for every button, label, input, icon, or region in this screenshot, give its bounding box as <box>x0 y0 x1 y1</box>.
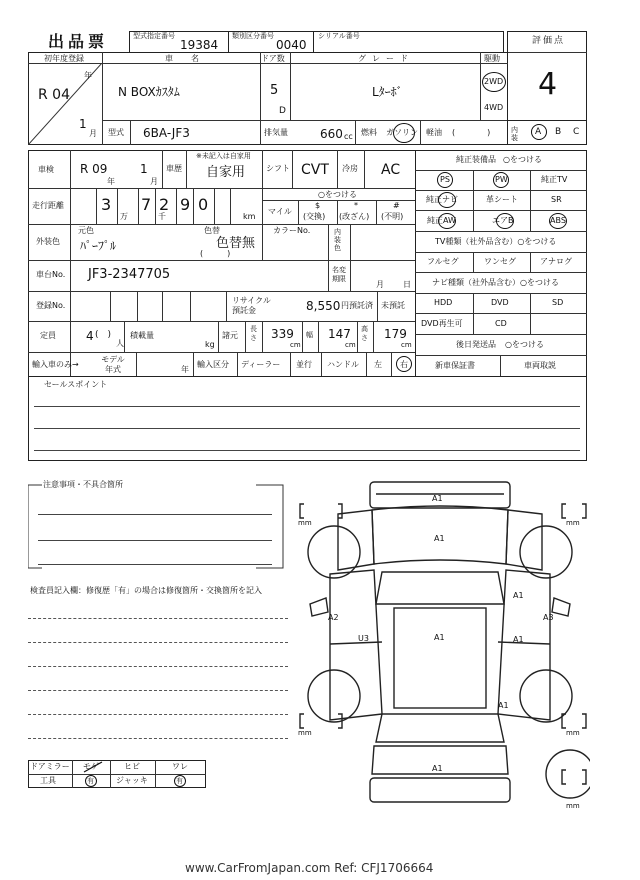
fuel-label: 燃料 <box>361 128 377 137</box>
equipment-header: 純正装備品 <box>456 155 496 164</box>
model-approval-label: 型式指定番号 <box>133 32 175 40</box>
footer-watermark: www.CarFromJapan.com Ref: CFJ1706664 <box>185 861 434 875</box>
inspection-year-unit: 年 <box>107 177 115 186</box>
diagram-mark-right-front-door: A1 <box>513 591 524 600</box>
interior-color-label: 内装色 <box>334 228 341 252</box>
ac-value: AC <box>381 162 401 178</box>
exchange-sub: (交換) <box>303 212 326 221</box>
model-value: 6BA-JF3 <box>143 126 190 140</box>
parallel-label: 並行 <box>296 360 312 369</box>
doors-d: D <box>279 106 286 116</box>
reg-no-label: 登録No. <box>36 301 66 310</box>
notes-label: 注意事項・不具合箇所 <box>43 480 123 489</box>
drive-label: 駆動 <box>484 54 500 63</box>
navi-dvd: DVD <box>491 298 509 307</box>
mile-label: マイル <box>268 207 292 216</box>
car-name-label: 車名 <box>165 54 217 63</box>
tools-label: 工具 <box>40 776 56 785</box>
mm-rear-left: mm <box>298 729 312 737</box>
inspection-month-unit: 月 <box>150 177 158 186</box>
equip-navi: 純正ナビ <box>426 195 458 204</box>
first-reg-year: R 04 <box>38 87 70 103</box>
equip-aw: 純正AW <box>427 216 456 225</box>
recycle-value: 8,550 <box>306 299 341 313</box>
notes-bracket <box>28 484 288 569</box>
fuel-paren: ( ) <box>452 128 491 137</box>
mileage-km-unit: km <box>243 212 256 221</box>
capacity-paren: ( ) <box>95 330 112 340</box>
inspection-month: 1 <box>140 162 148 176</box>
displacement-unit: cc <box>344 132 353 141</box>
load-label: 積載量 <box>130 331 154 340</box>
length-value: 339 <box>271 327 294 341</box>
mileage-sen-unit: 千 <box>158 212 166 221</box>
equip-leather: 革シート <box>486 195 518 204</box>
grade-label: グレード <box>358 54 414 63</box>
mileage-digit-2: 7 <box>141 195 152 214</box>
mm-spare: mm <box>566 802 580 810</box>
later-header-note: ○をつける <box>505 340 544 349</box>
capacity-label: 定員 <box>40 331 56 340</box>
navi-header: ナビ種類（社外品含む）○をつける <box>432 278 559 287</box>
load-unit: kg <box>205 340 215 349</box>
fuel-diesel: 軽油 <box>426 128 442 137</box>
mirror-hibi: ヒビ <box>124 762 140 771</box>
car-name-value: N BOXｶｽﾀﾑ <box>118 85 180 99</box>
exterior-label: 外装色 <box>36 237 60 246</box>
inspector-label: 検査員記入欄：修復歴「有」の場合は修復箇所・交換箇所を記入 <box>30 586 262 595</box>
recycle-unpaid: 未預託 <box>381 301 405 310</box>
mirror-moge-strike <box>80 760 106 774</box>
tamper-label: * <box>354 201 358 210</box>
capacity-unit: 人 <box>116 339 124 348</box>
mileage-man-unit: 万 <box>120 212 128 221</box>
handle-label: ハンドル <box>327 360 359 369</box>
length-label: 長さ <box>250 325 257 342</box>
length-unit: cm <box>290 341 301 349</box>
navi-hdd: HDD <box>434 298 453 307</box>
mileage-digit-3: 2 <box>159 195 170 214</box>
serial-label: シリアル番号 <box>318 32 360 40</box>
inspection-label: 車検 <box>38 165 54 174</box>
recycle-label: リサイクル預託金 <box>232 296 271 315</box>
mileage-digit-4: 9 <box>180 195 191 214</box>
equip-abs: ABS <box>550 216 566 225</box>
tv-oneseg: ワンセグ <box>484 257 516 266</box>
doors-label: ドア数 <box>261 54 285 63</box>
chassis-value: JF3-2347705 <box>88 267 171 282</box>
diagram-mark-rear-gate: A1 <box>432 764 443 773</box>
mileage-digit-1: 3 <box>101 195 112 214</box>
mm-front-right: mm <box>566 519 580 527</box>
width-unit: cm <box>345 341 356 349</box>
later-header: 後日発送品 <box>456 340 496 349</box>
mm-front-left: mm <box>298 519 312 527</box>
inspection-year: R 09 <box>80 162 108 176</box>
interior-b: B <box>555 127 562 137</box>
equip-tv: 純正TV <box>541 175 568 184</box>
diagram-mark-right-rear-door: A1 <box>513 635 524 644</box>
model-year-unit: 年 <box>181 365 189 374</box>
import-label: 輸入車のみ→ <box>32 360 79 369</box>
interior-label: 内装 <box>511 126 518 142</box>
width-label: 幅 <box>306 331 313 339</box>
tv-fullseg: フルセグ <box>427 257 459 266</box>
height-unit: cm <box>401 341 412 349</box>
mm-rear-right: mm <box>566 729 580 737</box>
displacement-value: 660 <box>320 127 343 141</box>
jack-label: ジャッキ <box>116 776 148 785</box>
dimensions-label: 諸元 <box>222 331 238 340</box>
equip-pw: PW <box>495 175 508 184</box>
diagram-mark-right-rear: A1 <box>498 701 509 710</box>
original-color-label: 元色 <box>78 226 94 235</box>
height-value: 179 <box>384 327 407 341</box>
model-year-label: モデル年式 <box>101 355 125 374</box>
navi-dvd-play: DVD再生可 <box>421 319 463 328</box>
diagram-mark-right-side: A3 <box>543 613 554 622</box>
model-label: 型式 <box>108 128 124 137</box>
width-value: 147 <box>328 327 351 341</box>
name-change-label: 名変期限 <box>332 266 346 283</box>
category-label: 類別区分番号 <box>232 32 274 40</box>
history-value: 自家用 <box>206 165 246 180</box>
score-label: 評価点 <box>532 36 566 46</box>
navi-sd: SD <box>552 298 564 307</box>
exchange-label: $ <box>315 201 321 210</box>
interior-c: C <box>573 127 580 137</box>
mirror-ware: ワレ <box>172 762 188 771</box>
chassis-label: 車台No. <box>36 270 66 279</box>
sales-point-label: セールスポイント <box>44 380 108 389</box>
color-no-label: カラーNo. <box>273 226 311 235</box>
score-value: 4 <box>538 67 558 102</box>
category-value: 0040 <box>276 38 307 52</box>
dealer-label: ディーラー <box>241 360 281 369</box>
original-color-value: ﾊﾟｰﾌﾟﾙ <box>80 239 117 253</box>
shift-value: CVT <box>301 162 329 178</box>
tv-header: TV種類（社外品含む）○をつける <box>435 237 557 246</box>
interior-a: A <box>535 127 542 137</box>
diagram-mark-roof: A1 <box>434 633 445 642</box>
drive-4wd: 4WD <box>484 103 504 112</box>
displacement-label: 排気量 <box>264 128 288 137</box>
mirror-moge: モゲ <box>83 762 99 771</box>
drive-2wd: 2WD <box>484 77 504 86</box>
grade-value: Lﾀｰﾎﾞ <box>372 85 403 99</box>
ac-label: 冷房 <box>342 164 358 173</box>
diagram-mark-hood: A1 <box>434 534 445 543</box>
capacity-value: 4 <box>86 329 94 343</box>
later-manual: 車両取説 <box>524 361 556 370</box>
repaint-value: 色替無 <box>216 236 256 251</box>
jack-mark: 有 <box>176 777 183 785</box>
repaint-paren: ( ) <box>200 249 231 258</box>
diagram-mark-left-side: A2 <box>328 613 339 622</box>
right-label: 右 <box>400 360 408 369</box>
mileage-label: 走行距離 <box>32 201 64 210</box>
equip-ps: PS <box>440 175 450 184</box>
mileage-mark-header: ○をつける <box>318 190 357 199</box>
unknown-label: # <box>393 201 400 210</box>
later-warranty: 新車保証書 <box>435 361 475 370</box>
tools-mark: 有 <box>87 777 94 785</box>
repaint-label: 色替 <box>204 226 220 235</box>
doors-value: 5 <box>270 83 279 98</box>
history-note: ※未記入は自家用 <box>196 152 251 160</box>
name-change-month: 月 <box>376 280 384 289</box>
unknown-sub: (不明) <box>381 212 404 221</box>
sales-point-box <box>28 376 587 461</box>
car-diagram <box>290 474 590 814</box>
equip-airbag: エアB <box>492 216 514 225</box>
mirror-label: ドアミラー <box>30 762 70 771</box>
equip-sr: SR <box>551 195 562 204</box>
history-label: 車歴 <box>166 164 182 173</box>
diagram-mark-left-door: U3 <box>358 634 369 643</box>
tamper-sub: (改ざん) <box>339 212 370 221</box>
first-reg-month: 1 <box>79 117 87 131</box>
mileage-digit-5: 0 <box>198 195 209 214</box>
first-reg-month-suffix: 月 <box>89 129 97 138</box>
tv-analog: アナログ <box>540 257 572 266</box>
height-label: 高さ <box>361 325 368 342</box>
shift-label: シフト <box>266 164 290 173</box>
left-label: 左 <box>374 360 382 369</box>
recycle-paid: 円預託済 <box>341 301 373 310</box>
navi-cd: CD <box>495 319 507 328</box>
fuel-gas: ガソリン <box>386 128 418 137</box>
page-title: 出品票 <box>48 32 109 51</box>
name-change-day: 日 <box>403 280 411 289</box>
equipment-header-note: ○をつける <box>503 155 542 164</box>
import-type-label: 輸入区分 <box>197 360 229 369</box>
diagram-mark-front-bumper: A1 <box>432 494 443 503</box>
model-approval-value: 19384 <box>180 38 219 52</box>
first-reg-year-suffix: 年 <box>84 71 92 80</box>
first-reg-label: 初年度登録 <box>44 54 84 63</box>
